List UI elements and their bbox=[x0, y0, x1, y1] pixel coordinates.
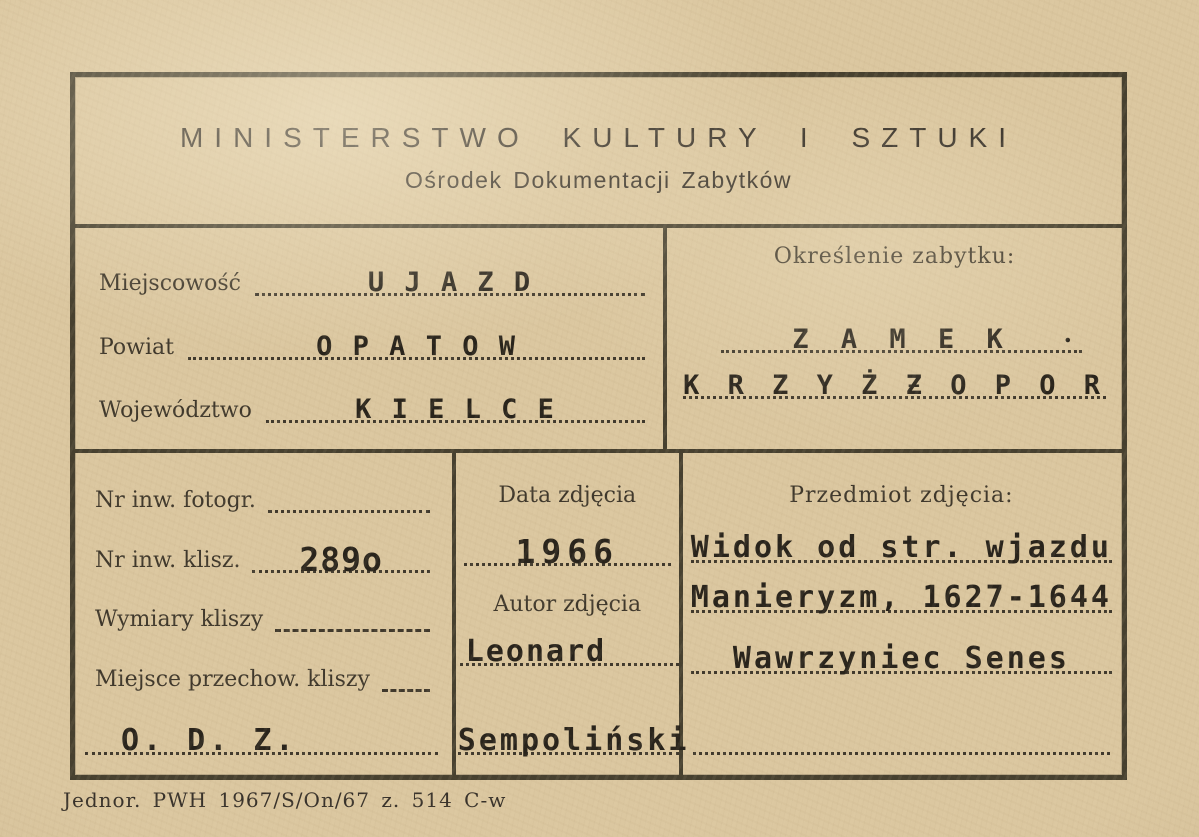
typed-value: U J A Z D bbox=[367, 267, 533, 298]
ministry-name: MINISTERSTWO KULTURY I SZTUKI bbox=[179, 121, 1018, 153]
photo-inventory-column bbox=[75, 453, 456, 775]
photo-details-section bbox=[75, 453, 1122, 775]
typed-value: Leonard bbox=[465, 634, 607, 669]
negative-number-value: 289o bbox=[299, 539, 383, 579]
author-label: Autor zdjęcia bbox=[493, 592, 642, 617]
subject-line-2 bbox=[691, 580, 1112, 613]
typed-value: Widok od str. wjazdu bbox=[690, 530, 1112, 565]
subject-label: Przedmiot zdjęcia: bbox=[789, 483, 1014, 508]
typed-value: K R Z Y Ż Ƶ O P O R bbox=[683, 370, 1106, 401]
dotted-fill-line bbox=[252, 531, 429, 579]
photo-subject-column bbox=[683, 453, 1122, 775]
field-label: Województwo bbox=[99, 398, 252, 423]
field-powiat bbox=[99, 306, 645, 360]
location-monument-section bbox=[75, 228, 1122, 453]
field-label: Wymiary kliszy bbox=[95, 607, 264, 632]
monument-name-line1 bbox=[721, 319, 1082, 355]
typed-value: Manieryzm, 1627-1644 bbox=[690, 580, 1112, 615]
date-label: Data zdjęcia bbox=[498, 483, 637, 508]
dotted-fill-line bbox=[255, 242, 645, 296]
dashed-fill-line bbox=[382, 650, 430, 692]
field-label: Powiat bbox=[99, 334, 174, 360]
monument-name-line2 bbox=[683, 369, 1106, 399]
location-fields bbox=[75, 228, 663, 449]
dotted-fill-line bbox=[266, 369, 645, 423]
field-nr-inw-fotogr bbox=[95, 471, 430, 513]
print-imprint: Jednor. PWH 1967/S/On/67 z. 514 C-w bbox=[63, 788, 507, 812]
storage-place-line bbox=[85, 709, 438, 758]
photo-date-author-column bbox=[456, 453, 690, 775]
field-miejscowosc bbox=[99, 242, 645, 296]
typed-value: K I E L C E bbox=[355, 394, 556, 425]
dashed-fill-line bbox=[275, 590, 430, 632]
inventory-card bbox=[70, 72, 1127, 780]
field-label: Nr inw. fotogr. bbox=[95, 488, 256, 513]
typed-value: O P A T O W bbox=[316, 330, 517, 362]
field-wymiary-kliszy bbox=[95, 590, 430, 632]
subject-empty-line bbox=[693, 752, 1110, 755]
typed-value: Wawrzyniec Senes bbox=[732, 641, 1070, 676]
monument-section bbox=[663, 228, 1122, 449]
field-nr-inw-klisz bbox=[95, 531, 430, 579]
field-label: Nr inw. klisz. bbox=[95, 547, 241, 573]
field-label: Miejscowość bbox=[99, 271, 241, 296]
author-name-line2 bbox=[457, 722, 690, 758]
monument-label: Określenie zabytku: bbox=[773, 244, 1016, 269]
subject-line-3 bbox=[691, 641, 1112, 674]
field-miejsce-przechow bbox=[95, 650, 430, 692]
date-value: 1966 bbox=[515, 532, 619, 571]
author-name-line1 bbox=[460, 633, 679, 669]
dotted-fill-line bbox=[188, 306, 645, 360]
stray-period: . bbox=[1063, 319, 1072, 348]
dotted-fill-line bbox=[268, 471, 430, 513]
storage-place-value: O. D. Z. bbox=[121, 723, 298, 758]
subject-line-1 bbox=[691, 530, 1112, 563]
typed-value: Sempoliński bbox=[457, 723, 690, 758]
field-wojewodztwo bbox=[99, 369, 645, 423]
card-header bbox=[75, 77, 1122, 228]
typed-value: Z A M E K bbox=[792, 324, 1011, 355]
field-label: Miejsce przechow. kliszy bbox=[95, 666, 370, 692]
department-name: Ośrodek Dokumentacji Zabytków bbox=[405, 166, 792, 193]
date-value-line bbox=[464, 530, 671, 571]
